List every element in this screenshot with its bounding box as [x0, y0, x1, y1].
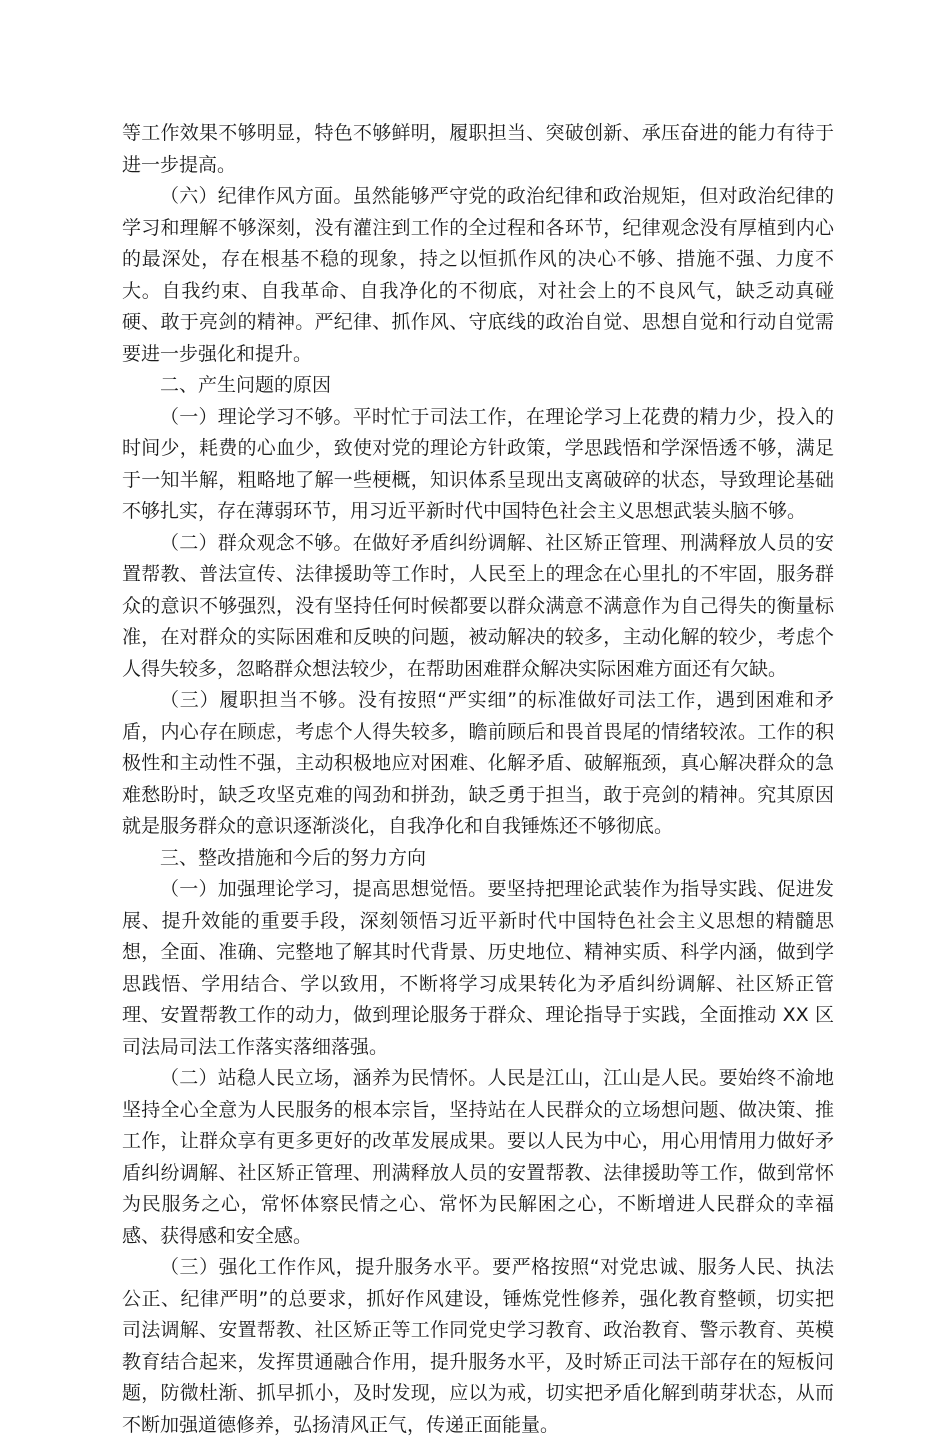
- section-heading-measures: 三、整改措施和今后的努力方向: [160, 846, 427, 869]
- paragraph-theory-study: （一）理论学习不够。平时忙于司法工作，在理论学习上花费的精力少，投入的时间少，耗费的心血少，致使对党的理论方针政策，学思践悟和学深悟透不够，满足于一知半解，粗略地了解一些梗概，知识体系呈现出支离破碎的状态，导致理论基础不够扎实，存在薄弱环节，用习近平新时代中国特色社会主义思想武装头脑不够。: [122, 405, 834, 522]
- paragraph-discipline-style: （六）纪律作风方面。虽然能够严守党的政治纪律和政治规矩，但对政治纪律的学习和理解不够深刻，没有灌注到工作的全过程和各环节，纪律观念没有厚植到内心的最深处，存在根基不稳的现象，持之以恒抓作风的决心不够、措施不强、力度不大。自我约束、自我革命、自我净化的不彻底，对社会上的不良风气，缺乏动真碰硬、敢于亮剑的精神。严纪律、抓作风、守底线的政治自觉、思想自觉和行动自觉需要进一步强化和提升。: [122, 185, 834, 365]
- paragraph-people-stance: （二）站稳人民立场，涵养为民情怀。人民是江山，江山是人民。要始终不渝地坚持全心全意为人民服务的根本宗旨，坚持站在人民群众的立场想问题、做决策、推工作，让群众享有更多更好的改革发展成果。要以人民为中心，用心用情用力做好矛盾纠纷调解、社区矫正管理、刑满释放人员的安置帮教、法律援助等工作，做到常怀为民服务之心，常怀体察民情之心、常怀为民解困之心，不断增进人民群众的幸福感、获得感和安全感。: [122, 1067, 834, 1247]
- document-body: [122, 118, 834, 1441]
- paragraph-duty-responsibility: （三）履职担当不够。没有按照“严实细”的标准做好司法工作，遇到困难和矛盾，内心存在顾虑，考虑个人得失较多，瞻前顾后和畏首畏尾的情绪较浓。工作的积极性和主动性不强，主动积极地应对困难、化解矛盾、破解瓶颈，真心解决群众的急难愁盼时，缺乏攻坚克难的闯劲和拼劲，缺乏勇于担当，敢于亮剑的精神。究其原因就是服务群众的意识逐渐淡化，自我净化和自我锤炼还不够彻底。: [122, 689, 834, 837]
- section-heading-causes: 二、产生问题的原因: [160, 374, 332, 396]
- paragraph-strengthen-theory: （一）加强理论学习，提高思想觉悟。要坚持把理论武装作为指导实践、促进发展、提升效能的重要手段，深刻领悟习近平新时代中国特色社会主义思想的精髓思想，全面、准确、完整地了解其时代背景、历史地位、精神实质、科学内涵，做到学思践悟、学用结合、学以致用，不断将学习成果转化为矛盾纠纷调解、社区矫正管理、安置帮教工作的动力，做到理论服务于群众、理论指导于实践，全面推动 XX 区司法局司法工作落实落细落强。: [122, 878, 834, 1058]
- paragraph-work-style: （三）强化工作作风，提升服务水平。要严格按照“对党忠诚、服务人民、执法公正、纪律严明”的总要求，抓好作风建设，锤炼党性修养，强化教育整顿，切实把司法调解、安置帮教、社区矫正等工作同党史学习教育、政治教育、警示教育、英模教育结合起来，发挥贯通融合作用，提升服务水平，及时矫正司法干部存在的短板问题，防微杜渐、抓早抓小，及时发现，应以为戒，切实把矛盾化解到萌芽状态，从而不断加强道德修养，弘扬清风正气，传递正面能量。: [122, 1256, 834, 1436]
- paragraph-continuation: 等工作效果不够明显，特色不够鲜明，履职担当、突破创新、承压奋进的能力有待于进一步提高。: [122, 122, 834, 176]
- paragraph-mass-concept: （二）群众观念不够。在做好矛盾纠纷调解、社区矫正管理、刑满释放人员的安置帮教、普法宣传、法律援助等工作时，人民至上的理念在心里扎的不牢固，服务群众的意识不够强烈，没有坚持任何时候都要以群众满意不满意作为自己得失的衡量标准，在对群众的实际困难和反映的问题，被动解决的较多，主动化解的较少，考虑个人得失较多，忽略群众想法较少，在帮助困难群众解决实际困难方面还有欠缺。: [122, 531, 834, 680]
